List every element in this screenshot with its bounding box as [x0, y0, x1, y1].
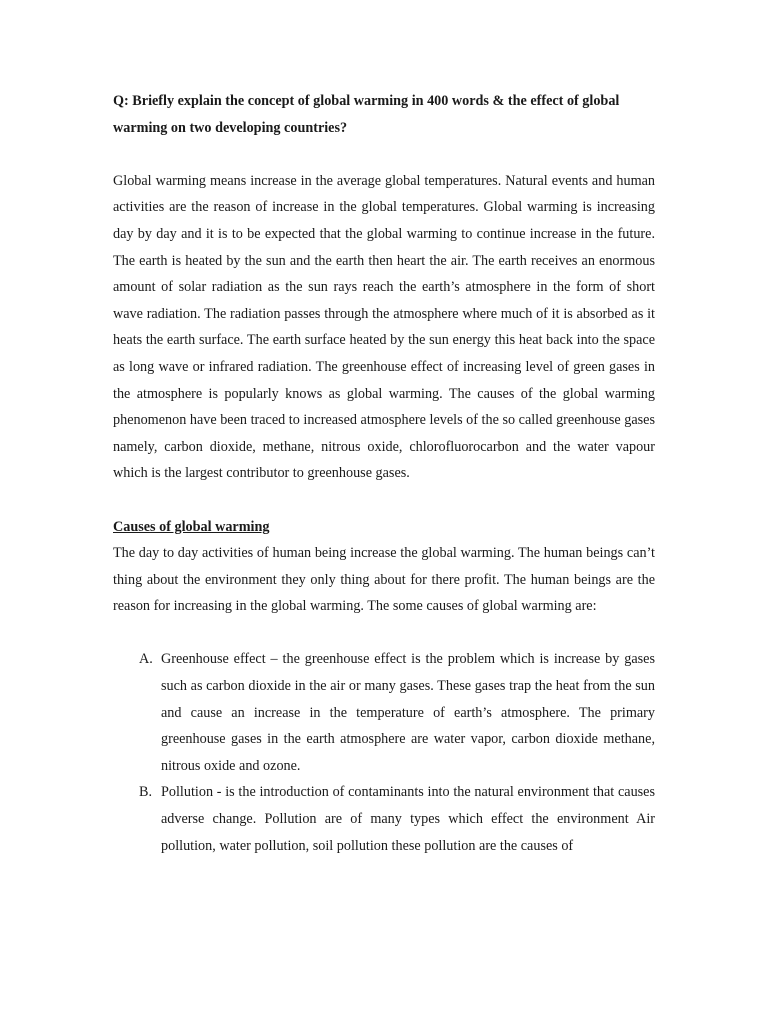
question-heading: Q: Briefly explain the concept of global warming in 400 words & the effect of global warming on two developing countries?: [113, 93, 620, 136]
list-marker: A.: [139, 651, 153, 668]
list-item-text: Pollution - is the introduction of contaminants into the natural environment that causes adverse change. Pollution are of many types which effect the environment Air pollution, water pollution, soil pollution these pollution are the causes of: [161, 784, 655, 854]
list-marker: B.: [139, 784, 153, 801]
list-item-text: Greenhouse effect – the greenhouse effect is the problem which is increase by gases such as carbon dioxide in the air or many gases. These gases trap the heat from the sun and cause an increase in the temperature of earth’s atmosphere. The primary greenhouse gases in the earth atmosphere are water vapor, carbon dioxide methane, nitrous oxide and ozone.: [161, 651, 655, 774]
causes-heading: Causes of global warming: [113, 518, 270, 535]
document-page: [113, 88, 655, 859]
causes-list: [113, 646, 655, 859]
list-item-greenhouse-effect: [113, 646, 655, 779]
causes-paragraph: The day to day activities of human being increase the global warming. The human beings can’t thing about the environment they only thing about for there profit. The human beings are the reason for increasing in the global warming. The some causes of global warming are:: [113, 545, 655, 615]
list-item-pollution: [113, 779, 655, 859]
intro-paragraph: Global warming means increase in the average global temperatures. Natural events and human activities are the reason of increase in the global temperatures. Global warming is increasing day by day and it is to be expected that the global warming to continue increase in the future. The earth is heated by the sun and the earth then heart the air. The earth receives an enormous amount of solar radiation as the sun rays reach the earth’s atmosphere in the form of short wave radiation. The radiation passes through the atmosphere where much of it is absorbed as it heats the earth surface. The earth surface heated by the sun energy this heat back into the space as long wave or infrared radiation. The greenhouse effect of increasing level of green gases in the atmosphere is popularly knows as global warming. The causes of the global warming phenomenon have been traced to increased atmosphere levels of the so called greenhouse gases namely, carbon dioxide, methane, nitrous oxide, chlorofluorocarbon and the water vapour which is the largest contributor to greenhouse gases.: [113, 172, 655, 482]
